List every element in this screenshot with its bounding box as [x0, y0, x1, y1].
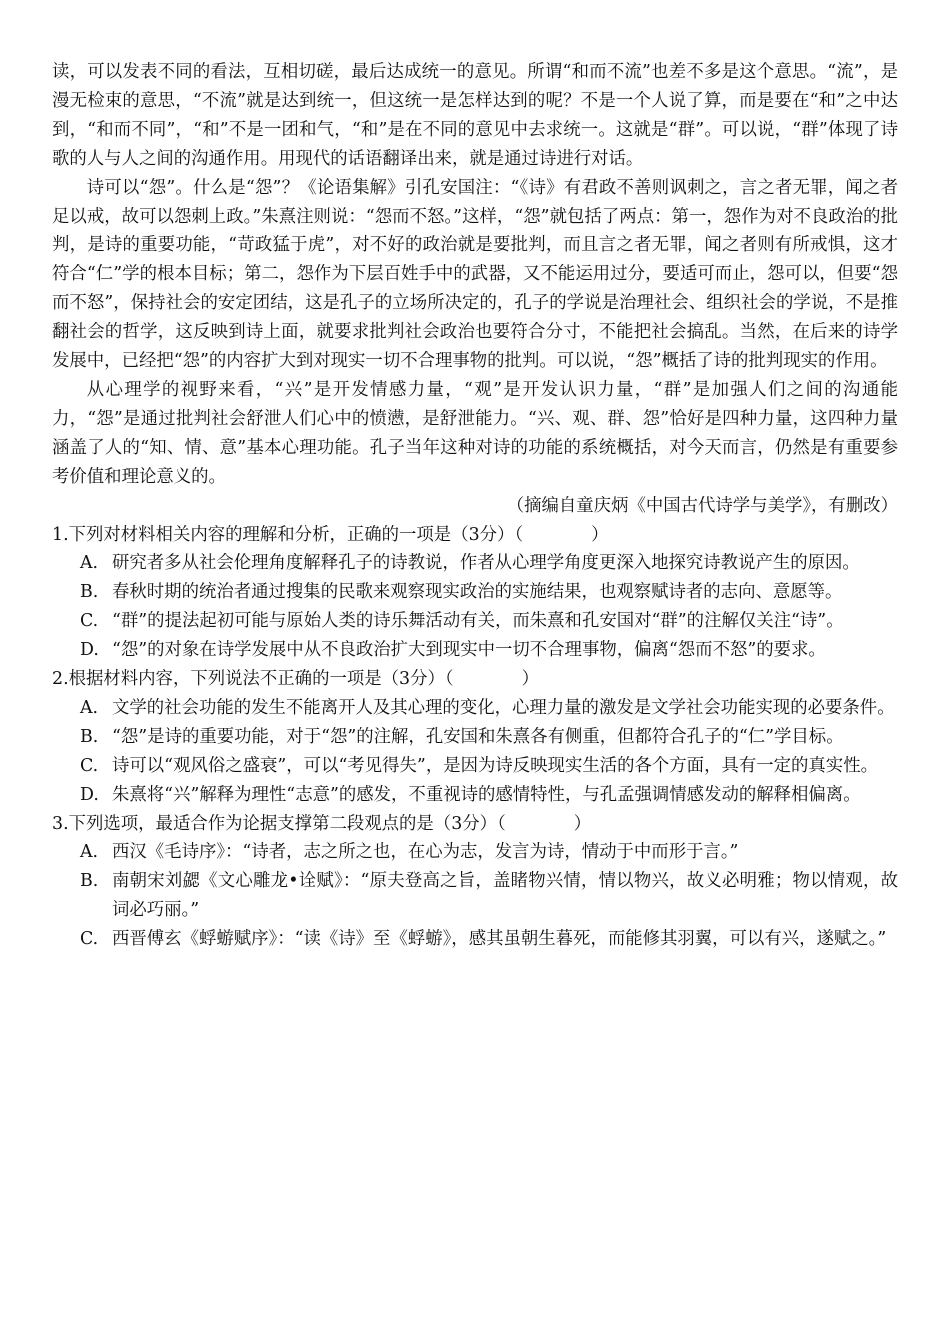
question-2-option-a: [52, 694, 898, 723]
option-text: 文学的社会功能的发生不能离开人及其心理的变化，心理力量的激发是文学社会功能实现的必要条件。: [112, 697, 895, 718]
question-1-option-b: [52, 578, 898, 607]
question-3-number: 3.: [52, 813, 69, 834]
question-1: [52, 521, 898, 550]
question-2-option-c: [52, 752, 898, 781]
question-2-option-d: [52, 781, 898, 810]
option-text: 南朝宋刘勰《文心雕龙•诠赋》：“原夫登高之旨，盖睹物兴情，情以物兴，故义必明雅；物以情观，故词必巧丽。”: [112, 871, 898, 921]
question-2-option-b: [52, 723, 898, 752]
option-letter: A.: [80, 697, 99, 718]
question-1-option-a: [52, 549, 898, 578]
question-3-option-a: [52, 838, 898, 867]
option-text: “怨”的对象在诗学发展中从不良政治扩大到现实中一切不合理事物，偏离“怨而不怒”的要求。: [112, 640, 826, 661]
passage-paragraph-3: 从心理学的视野来看，“兴”是开发情感力量，“观”是开发认识力量，“群”是加强人们之间的沟通能力，“怨”是通过批判社会舒泄人们心中的愤懑，是舒泄能力。“兴、观、群、怨”恰好是四种力量，这四种力量涵盖了人的“知、情、意”基本心理功能。孔子当年这种对诗的功能的系统概括，对今天而言，仍然是有重要参考价值和理论意义的。: [52, 379, 898, 487]
option-letter: C.: [80, 611, 99, 632]
option-letter: B.: [80, 582, 99, 603]
option-text: 研究者多从社会伦理角度解释孔子的诗教说，作者从心理学角度更深入地探究诗教说产生的原因。: [112, 553, 860, 574]
answer-paren-close: ）: [591, 524, 609, 545]
option-text: 西晋傅玄《蜉蝣赋序》：“读《诗》至《蜉蝣》，感其虽朝生暮死，而能修其羽翼，可以有兴，遂赋之。”: [112, 929, 887, 950]
option-text: “群”的提法起初可能与原始人类的诗乐舞活动有关，而朱熹和孔安国对“群”的注解仅关注“诗”。: [112, 611, 844, 632]
question-3-stem: 下列选项，最适合作为论据支撑第二段观点的是（3分）: [68, 813, 498, 834]
answer-paren-close: ）: [573, 813, 592, 834]
answer-paren-open: （: [514, 524, 524, 545]
question-2: [52, 665, 898, 694]
passage-paragraph-2: 诗可以“怨”。什么是“怨”？《论语集解》引孔安国注：“《诗》有君政不善则讽刺之，言之者无罪，闻之者足以戒，故可以怨刺上政。”朱熹注则说：“怨而不怒。”这样，“怨”就包括了两点：第一，怨作为对不良政治的批判，是诗的重要功能，“苛政猛于虎”，对不好的政治就是要批判，而且言之者无罪，闻之者则有所戒惧，这才符合“仁”学的根本目标；第二，怨作为下层百姓手中的武器，又不能运用过分，要适可而止，怨可以，但要“怨而不怒”，保持社会的安定团结，这是孔子的立场所决定的，孔子的学说是治理社会、组织社会的学说，不是推翻社会的哲学，这反映到诗上面，就要求批判社会政治也要符合分寸，不能把社会搞乱。当然，在后来的诗学发展中，已经把“怨”的内容扩大到对现实一切不合理事物的批判。可以说，“怨”概括了诗的批判现实的作用。: [52, 177, 898, 372]
question-3-option-b: [52, 867, 898, 925]
answer-paren-close: ）: [521, 669, 539, 690]
question-3-stem-line: [69, 810, 898, 839]
option-letter: C.: [80, 755, 99, 776]
question-2-stem-line: [69, 665, 898, 694]
option-letter: C.: [80, 929, 99, 950]
passage-source: （摘编自童庆炳《中国古代诗学与美学》，有删改）: [506, 495, 898, 516]
question-2-number: 2.: [52, 669, 69, 690]
option-letter: D.: [80, 640, 99, 661]
option-letter: D.: [80, 784, 99, 805]
question-1-option-d: [52, 636, 898, 665]
option-letter: A.: [80, 842, 99, 863]
question-3: [52, 810, 898, 839]
option-text: 朱熹将“兴”解释为理性“志意”的感发，不重视诗的感情特性，与孔孟强调情感发动的解释相偏离。: [112, 784, 861, 805]
option-letter: B.: [80, 871, 99, 892]
option-text: 春秋时期的统治者通过搜集的民歌来观察现实政治的实施结果，也观察赋诗者的志向、意愿等。: [112, 582, 843, 603]
question-2-stem: 根据材料内容，下列说法不正确的一项是（3分）: [68, 669, 445, 690]
answer-paren-open: （: [497, 813, 506, 834]
option-text: “怨”是诗的重要功能，对于“怨”的注解，孔安国和朱熹各有侧重，但都符合孔子的“仁”学目标。: [112, 726, 844, 747]
option-letter: B.: [80, 726, 99, 747]
exam-page: [52, 58, 898, 954]
passage-paragraph-1: 读，可以发表不同的看法，互相切磋，最后达成统一的意见。所谓“和而不流”也差不多是这个意思。“流”，是漫无检束的意思，“不流”就是达到统一，但这统一是怎样达到的呢？不是一个人说了算，而是要在“和”之中达到，“和而不同”，“和”不是一团和气，“和”是在不同的意见中去求统一。这就是“群”。可以说，“群”体现了诗歌的人与人之间的沟通作用。用现代的话语翻译出来，就是通过诗进行对话。: [52, 62, 898, 169]
question-1-stem-line: [69, 521, 898, 550]
question-1-number: 1.: [52, 524, 69, 545]
option-letter: A.: [80, 553, 99, 574]
answer-paren-open: （: [444, 669, 454, 690]
option-text: 诗可以“观风俗之盛衰”，可以“考见得失”，是因为诗反映现实生活的各个方面，具有一定的真实性。: [112, 755, 878, 776]
question-1-stem: 下列对材料相关内容的理解和分析，正确的一项是（3分）: [68, 524, 515, 545]
question-3-option-c: [52, 925, 898, 954]
option-text: 西汉《毛诗序》：“诗者，志之所之也，在心为志，发言为诗，情动于中而形于言。”: [112, 842, 739, 863]
question-1-option-c: [52, 607, 898, 636]
